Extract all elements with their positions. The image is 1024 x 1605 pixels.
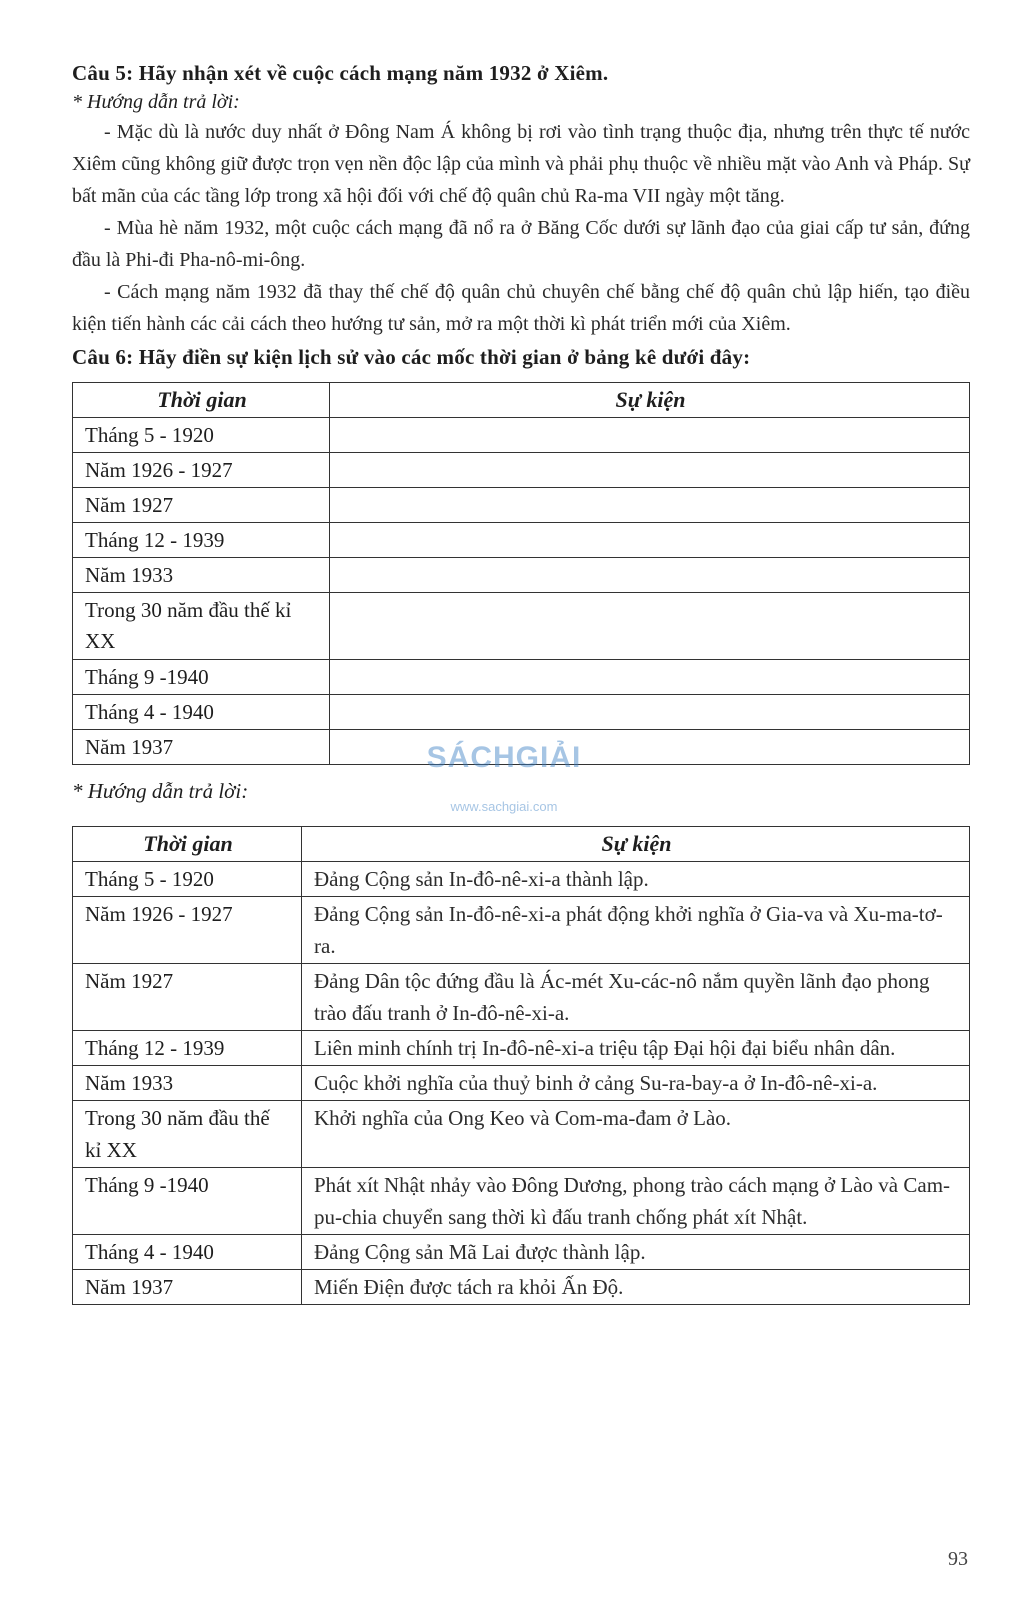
event-cell-empty <box>330 523 970 558</box>
table-row <box>73 1235 970 1270</box>
time-cell: Tháng 4 - 1940 <box>73 1235 302 1270</box>
time-cell: Năm 1937 <box>73 1270 302 1305</box>
event-cell: Đảng Cộng sản In-đô-nê-xi-a phát động khởi nghĩa ở Gia-va và Xu-ma-tơ-ra. <box>302 897 970 964</box>
time-cell: Năm 1933 <box>73 558 330 593</box>
watermark <box>404 738 604 838</box>
time-cell: Năm 1937 <box>73 730 330 765</box>
question-6-guide-label: * Hướng dẫn trả lời: <box>72 779 249 803</box>
time-cell: Năm 1926 - 1927 <box>73 897 302 964</box>
table-row <box>73 1031 970 1066</box>
time-cell: Năm 1927 <box>73 964 302 1031</box>
header-time: Thời gian <box>73 383 330 418</box>
event-cell-empty <box>330 558 970 593</box>
watermark-brand: SÁCHGIẢI <box>426 741 582 774</box>
event-cell: Khởi nghĩa của Ong Keo và Com-ma-đam ở Lào. <box>302 1101 970 1168</box>
time-cell: Năm 1927 <box>73 488 330 523</box>
document-page <box>72 58 970 1305</box>
time-cell: Tháng 4 - 1940 <box>73 695 330 730</box>
time-cell: Tháng 5 - 1920 <box>73 862 302 897</box>
blank-timeline-table <box>72 382 970 765</box>
event-cell: Liên minh chính trị In-đô-nê-xi-a triệu tập Đại hội đại biểu nhân dân. <box>302 1031 970 1066</box>
event-cell: Phát xít Nhật nhảy vào Đông Dương, phong trào cách mạng ở Lào và Cam-pu-chia chuyển sang thời kì đấu tranh chống phát xít Nhật. <box>302 1168 970 1235</box>
question-5-paragraph: - Mặc dù là nước duy nhất ở Đông Nam Á không bị rơi vào tình trạng thuộc địa, nhưng trên thực tế nước Xiêm cũng không giữ được trọn vẹn nền độc lập của mình và phải phụ thuộc về nhiều mặt vào Anh và Pháp. Sự bất mãn của các tầng lớp trong xã hội đối với chế độ quân chủ Ra-ma VII ngày một tăng. <box>72 121 970 207</box>
event-cell-empty <box>330 695 970 730</box>
question-5-paragraph: - Cách mạng năm 1932 đã thay thế chế độ quân chủ chuyên chế bằng chế độ quân chủ lập hiến, tạo điều kiện tiến hành các cải cách theo hướng tư sản, mở ra một thời kì phát triển mới của Xiêm. <box>72 281 970 335</box>
event-cell-empty <box>330 453 970 488</box>
time-cell: Tháng 9 -1940 <box>73 660 330 695</box>
question-5-paragraph: - Mùa hè năm 1932, một cuộc cách mạng đã nổ ra ở Băng Cốc dưới sự lãnh đạo của giai cấp tư sản, đứng đầu là Phi-đi Pha-nô-mi-ông. <box>72 217 970 271</box>
event-cell-empty <box>330 593 970 660</box>
table-row <box>73 558 970 593</box>
event-cell: Cuộc khởi nghĩa của thuỷ binh ở cảng Su-ra-bay-a ở In-đô-nê-xi-a. <box>302 1066 970 1101</box>
table-row <box>73 695 970 730</box>
event-cell: Đảng Cộng sản In-đô-nê-xi-a thành lập. <box>302 862 970 897</box>
event-cell-empty <box>330 488 970 523</box>
table-row <box>73 488 970 523</box>
table-row <box>73 593 970 660</box>
time-cell: Năm 1926 - 1927 <box>73 453 330 488</box>
table-row <box>73 418 970 453</box>
header-event: Sự kiện <box>330 383 970 418</box>
table-row <box>73 964 970 1031</box>
time-cell: Trong 30 năm đầu thế kỉ XX <box>73 1101 302 1168</box>
question-5-guide-label: * Hướng dẫn trả lời: <box>72 91 240 113</box>
answer-timeline-table <box>72 826 970 1305</box>
event-cell: Miến Điện được tách ra khỏi Ấn Độ. <box>302 1270 970 1305</box>
header-time: Thời gian <box>73 827 302 862</box>
event-cell-empty <box>330 660 970 695</box>
table-row <box>73 1270 970 1305</box>
table-row <box>73 523 970 558</box>
time-cell: Năm 1933 <box>73 1066 302 1101</box>
table-header-row <box>73 383 970 418</box>
time-cell: Tháng 9 -1940 <box>73 1168 302 1235</box>
table-row <box>73 1066 970 1101</box>
table-row <box>73 897 970 964</box>
event-cell: Đảng Dân tộc đứng đầu là Ác-mét Xu-các-nô nắm quyền lãnh đạo phong trào đấu tranh ở In-đô-nê-xi-a. <box>302 964 970 1031</box>
time-cell: Tháng 12 - 1939 <box>73 523 330 558</box>
table-row <box>73 1168 970 1235</box>
question-6-title: Câu 6: Hãy điền sự kiện lịch sử vào các mốc thời gian ở bảng kê dưới đây: <box>72 345 751 369</box>
page-number: 93 <box>948 1548 968 1570</box>
header-event: Sự kiện <box>302 827 970 862</box>
time-cell: Tháng 12 - 1939 <box>73 1031 302 1066</box>
event-cell: Đảng Cộng sản Mã Lai được thành lập. <box>302 1235 970 1270</box>
time-cell: Trong 30 năm đầu thế kỉ XX <box>73 593 330 660</box>
time-cell: Tháng 5 - 1920 <box>73 418 330 453</box>
table-row <box>73 453 970 488</box>
table-row <box>73 862 970 897</box>
table-row <box>73 1101 970 1168</box>
event-cell-empty <box>330 418 970 453</box>
question-5-title: Câu 5: Hãy nhận xét về cuộc cách mạng năm 1932 ở Xiêm. <box>72 61 609 85</box>
table-row <box>73 660 970 695</box>
watermark-url: www.sachgiai.com <box>450 799 558 814</box>
